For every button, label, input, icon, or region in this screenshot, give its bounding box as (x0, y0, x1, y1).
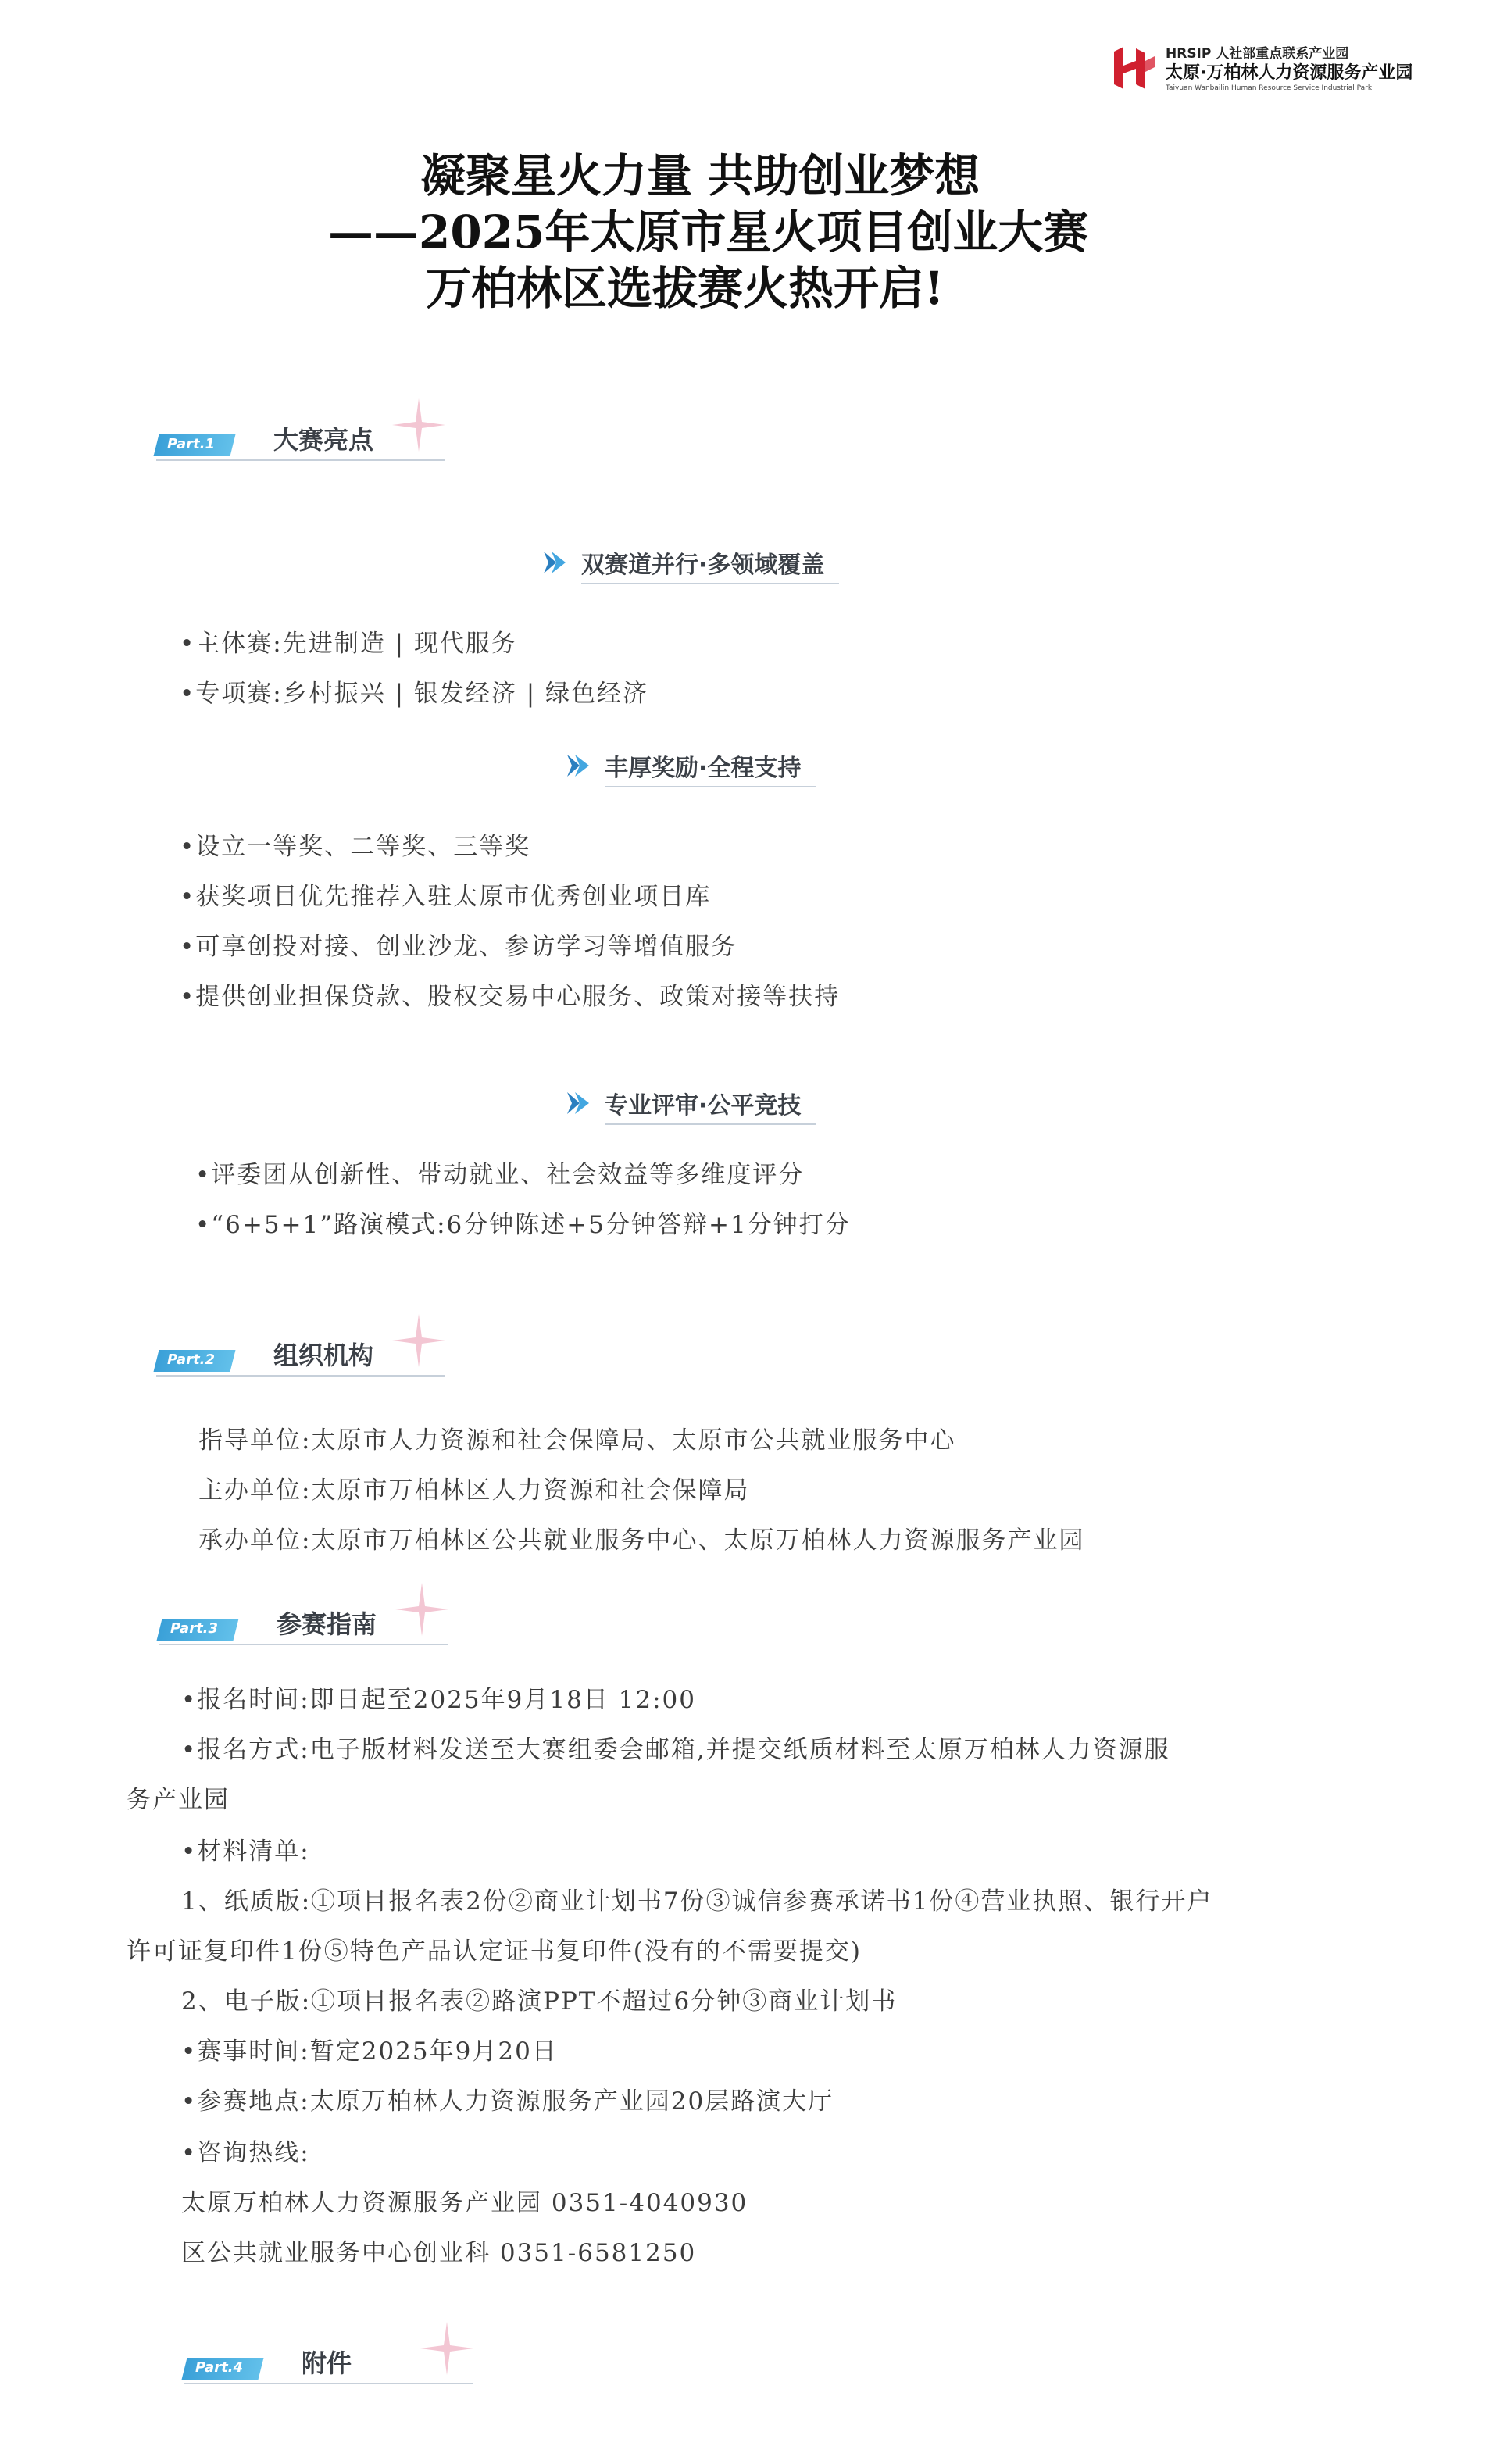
part-tag: Part.1 (167, 436, 216, 452)
text-line: •专项赛:乡村振兴 | 银发经济 | 绿色经济 (180, 680, 649, 708)
part-tag: Part.4 (195, 2359, 244, 2376)
text-line: •提供创业担保贷款、股权交易中心服务、政策对接等扶持 (180, 983, 841, 1011)
title-line-3: 万柏林区选拔赛火热开启! (426, 262, 945, 315)
text-line: 主办单位:太原市万柏林区人力资源和社会保障局 (198, 1477, 750, 1505)
sub-title: 专业评审·公平竞技 (605, 1092, 802, 1120)
part-tag: Part.3 (170, 1620, 219, 1637)
logo-line-1: HRSIP 人社部重点联系产业园 (1166, 46, 1349, 62)
sub-title: 丰厚奖励·全程支持 (605, 755, 802, 782)
divider (605, 1123, 816, 1125)
part1-header (156, 397, 453, 462)
chevron-right-icon (564, 752, 595, 780)
divider (581, 583, 839, 584)
text-line: 指导单位:太原市人力资源和社会保障局、太原市公共就业服务中心 (198, 1427, 956, 1455)
sub-title: 双赛道并行·多领域覆盖 (581, 552, 825, 579)
text-line: •咨询热线: (181, 2139, 310, 2167)
divider (184, 2383, 473, 2384)
park-logo (1109, 41, 1445, 100)
text-line: 太原万柏林人力资源服务产业园 0351-4040930 (181, 2189, 748, 2217)
text-line: •赛事时间:暂定2025年9月20日 (181, 2037, 558, 2066)
text-line: •材料清单: (181, 1837, 310, 1866)
sparkle-icon (394, 1581, 450, 1637)
text-line: 1、纸质版:①项目报名表2份②商业计划书7份③诚信参赛承诺书1份④营业执照、银行开户 (181, 1887, 1213, 1916)
part-title: 组织机构 (273, 1341, 374, 1370)
part-title: 附件 (302, 2348, 352, 2378)
text-line: 承办单位:太原市万柏林区公共就业服务中心、太原万柏林人力资源服务产业园 (198, 1527, 1085, 1555)
part-title: 参赛指南 (277, 1609, 377, 1639)
sparkle-icon (391, 1312, 447, 1369)
text-line: •获奖项目优先推荐入驻太原市优秀创业项目库 (180, 883, 712, 911)
text-line: •评委团从创新性、带动就业、社会效益等多维度评分 (195, 1161, 805, 1189)
text-line: 许可证复印件1份⑤特色产品认定证书复印件(没有的不需要提交) (127, 1937, 862, 1966)
text-line: •可享创投对接、创业沙龙、参访学习等增值服务 (180, 933, 738, 961)
logo-line-3: Taiyuan Wanbailin Human Resource Service Industrial Park (1166, 84, 1373, 92)
part-tag: Part.2 (167, 1352, 216, 1368)
title-line-2: ——2025年太原市星火项目创业大赛 (328, 205, 1089, 259)
divider (156, 459, 445, 461)
divider (159, 1644, 448, 1645)
text-line: 2、电子版:①项目报名表②路演PPT不超过6分钟③商业计划书 (181, 1987, 898, 2016)
sparkle-icon (391, 397, 447, 453)
hrsip-logo-icon (1109, 44, 1158, 92)
part2-header (156, 1312, 453, 1378)
part4-header (184, 2320, 481, 2386)
chevron-right-icon (541, 548, 572, 577)
divider (156, 1375, 445, 1377)
text-line: •主体赛:先进制造 | 现代服务 (180, 630, 517, 658)
text-line: •设立一等奖、二等奖、三等奖 (180, 833, 531, 861)
text-line: 区公共就业服务中心创业科 0351-6581250 (181, 2239, 697, 2267)
text-line: 务产业园 (127, 1786, 230, 1814)
text-line: •报名方式:电子版材料发送至大赛组委会邮箱,并提交纸质材料至太原万柏林人力资源服 (181, 1736, 1170, 1764)
part3-header (159, 1581, 456, 1647)
sparkle-icon (419, 2320, 475, 2377)
divider (605, 786, 816, 787)
logo-line-2: 太原·万柏林人力资源服务产业园 (1166, 63, 1413, 83)
text-line: •参赛地点:太原万柏林人力资源服务产业园20层路演大厅 (181, 2087, 834, 2116)
chevron-right-icon (564, 1089, 595, 1117)
title-line-1: 凝聚星火力量 共助创业梦想 (420, 149, 980, 202)
text-line: •“6+5+1”路演模式:6分钟陈述+5分钟答辩+1分钟打分 (195, 1211, 851, 1239)
part-title: 大赛亮点 (273, 425, 374, 455)
text-line: •报名时间:即日起至2025年9月18日 12:00 (181, 1686, 696, 1714)
